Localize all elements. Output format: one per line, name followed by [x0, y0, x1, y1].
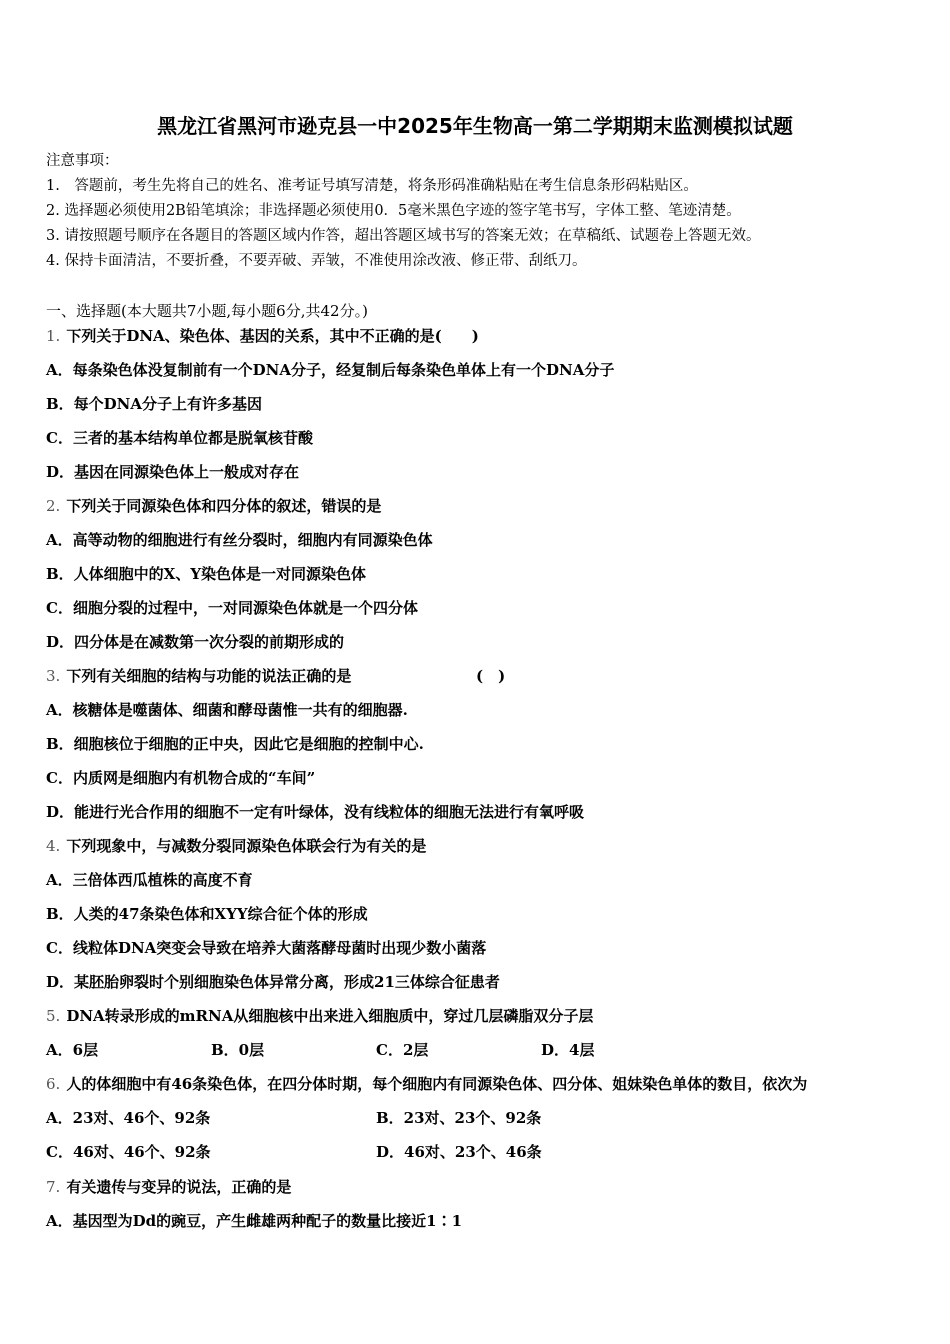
question-stem: [46, 1006, 593, 1026]
option: D．4层: [541, 1041, 595, 1059]
question-number: 3.: [46, 667, 61, 685]
option: D．四分体是在减数第一次分裂的前期形成的: [46, 633, 345, 651]
question-number: 6.: [46, 1075, 61, 1093]
option: B．细胞核位于细胞的正中央，因此它是细胞的控制中心.: [46, 735, 424, 753]
question-number: 1.: [46, 327, 61, 345]
notice-heading: 注意事项：: [46, 153, 119, 169]
option: A．23对、46个、92条: [46, 1109, 211, 1127]
option: C．线粒体DNA突变会导致在培养大菌落酵母菌时出现少数小菌落: [46, 939, 487, 957]
question-number: 7.: [46, 1178, 61, 1196]
notice-item: 2. 选择题必须使用2B铅笔填涂；非选择题必须使用0．5毫米黑色字迹的签字笔书写，字体工整、笔迹清楚。: [46, 203, 741, 219]
answer-paren: ( ): [476, 667, 506, 685]
option: C．2层: [376, 1041, 429, 1059]
question-text: DNA转录形成的mRNA从细胞核中出来进入细胞质中，穿过几层磷脂双分子层: [66, 1007, 594, 1025]
notice-item: 1. 答题前，考生先将自己的姓名、准考证号填写清楚，将条形码准确粘贴在考生信息条形码粘贴区。: [46, 178, 698, 194]
question-stem: [46, 326, 479, 346]
option: D．能进行光合作用的细胞不一定有叶绿体，没有线粒体的细胞无法进行有氧呼吸: [46, 803, 585, 821]
question-text: 下列有关细胞的结构与功能的说法正确的是: [66, 667, 352, 685]
question-number: 2.: [46, 497, 61, 515]
option: C．细胞分裂的过程中，一对同源染色体就是一个四分体: [46, 599, 418, 617]
option: B．人体细胞中的X、Y染色体是一对同源染色体: [46, 565, 367, 583]
option: B．23对、23个、92条: [376, 1109, 542, 1127]
page-title: 黑龙江省黑河市逊克县一中2025年生物高一第二学期期末监测模拟试题: [157, 114, 793, 138]
question-number: 5.: [46, 1007, 61, 1025]
notice-item: 4. 保持卡面清洁，不要折叠，不要弄破、弄皱，不准使用涂改液、修正带、刮纸刀。: [46, 253, 587, 269]
option: D．基因在同源染色体上一般成对存在: [46, 463, 300, 481]
question-stem: [46, 496, 381, 516]
question-text: 下列关于同源染色体和四分体的叙述，错误的是: [66, 497, 382, 515]
question-text: 有关遗传与变异的说法，正确的是: [66, 1178, 292, 1196]
option: C．46对、46个、92条: [46, 1143, 211, 1161]
question-stem: [46, 1177, 291, 1197]
question-stem: [46, 1074, 807, 1094]
option: A．每条染色体没复制前有一个DNA分子，经复制后每条染色单体上有一个DNA分子: [46, 361, 615, 379]
option: B．人类的47条染色体和XYY综合征个体的形成: [46, 905, 368, 923]
option: A．高等动物的细胞进行有丝分裂时，细胞内有同源染色体: [46, 531, 433, 549]
option: D．46对、23个、46条: [376, 1143, 542, 1161]
option: B．每个DNA分子上有许多基因: [46, 395, 263, 413]
option: C．内质网是细胞内有机物合成的“车间”: [46, 769, 316, 787]
question-number: 4.: [46, 837, 61, 855]
option: B．0层: [211, 1041, 265, 1059]
option: A．三倍体西瓜植株的高度不育: [46, 871, 253, 889]
question-text: 人的体细胞中有46条染色体，在四分体时期，每个细胞内有同源染色体、四分体、姐妹染色单体的数目，依次为: [66, 1075, 808, 1093]
notice-item: 3. 请按照题号顺序在各题目的答题区域内作答，超出答题区域书写的答案无效；在草稿纸、试题卷上答题无效。: [46, 228, 761, 244]
question-stem: [46, 666, 506, 686]
option: D．某胚胎卵裂时个别细胞染色体异常分离，形成21三体综合征患者: [46, 973, 500, 991]
question-stem: [46, 836, 426, 856]
option: A．基因型为Dd的豌豆，产生雌雄两种配子的数量比接近1∶1: [46, 1212, 463, 1230]
question-text: 下列关于DNA、染色体、基因的关系，其中不正确的是( ): [66, 327, 479, 345]
option: A．6层: [46, 1041, 99, 1059]
option: C．三者的基本结构单位都是脱氧核苷酸: [46, 429, 313, 447]
question-text: 下列现象中，与减数分裂同源染色体联会行为有关的是: [66, 837, 427, 855]
section-heading: 一、选择题(本大题共7小题,每小题6分,共42分。): [46, 302, 368, 320]
option: A．核糖体是噬菌体、细菌和酵母菌惟一共有的细胞器.: [46, 701, 408, 719]
